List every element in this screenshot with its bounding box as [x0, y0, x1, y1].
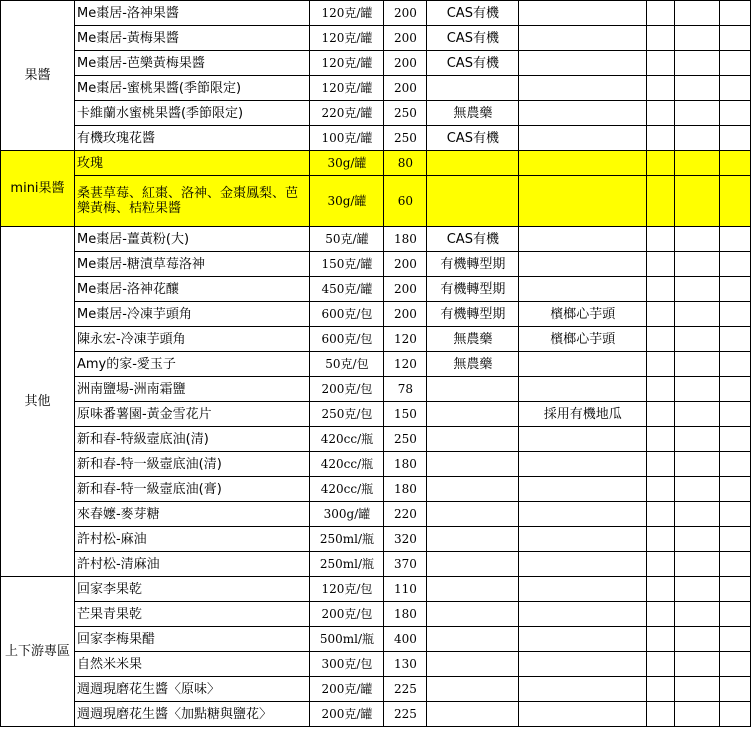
category-cell: mini果醬 — [1, 151, 75, 227]
note-cell — [519, 352, 647, 377]
table-row — [1, 702, 751, 727]
table-row — [1, 1, 751, 26]
note-cell — [519, 151, 647, 176]
certification-cell — [427, 602, 519, 627]
price-cell: 200 — [384, 76, 427, 101]
empty-cell — [675, 427, 720, 452]
empty-cell — [647, 1, 675, 26]
empty-cell — [647, 477, 675, 502]
product-name-cell: 新和春-特級壼底油(清) — [74, 427, 309, 452]
certification-cell — [427, 502, 519, 527]
certification-cell — [427, 677, 519, 702]
empty-cell — [720, 126, 751, 151]
note-cell — [519, 527, 647, 552]
empty-cell — [675, 1, 720, 26]
product-name-cell: 原味番薯園-黃金雪花片 — [74, 402, 309, 427]
certification-cell: CAS有機 — [427, 227, 519, 252]
certification-cell: 無農藥 — [427, 327, 519, 352]
note-cell — [519, 26, 647, 51]
price-cell: 250 — [384, 427, 427, 452]
certification-cell — [427, 176, 519, 227]
unit-cell: 150克/罐 — [310, 252, 384, 277]
empty-cell — [647, 652, 675, 677]
note-cell — [519, 252, 647, 277]
unit-cell: 100克/罐 — [310, 126, 384, 151]
certification-cell: 有機轉型期 — [427, 252, 519, 277]
unit-cell: 250克/包 — [310, 402, 384, 427]
certification-cell — [427, 652, 519, 677]
note-cell — [519, 677, 647, 702]
empty-cell — [675, 176, 720, 227]
unit-cell: 200克/包 — [310, 377, 384, 402]
empty-cell — [647, 377, 675, 402]
price-cell: 180 — [384, 602, 427, 627]
product-name-cell: 陳永宏-冷凍芋頭角 — [74, 327, 309, 352]
unit-cell: 420cc/瓶 — [310, 477, 384, 502]
certification-cell — [427, 627, 519, 652]
note-cell — [519, 627, 647, 652]
empty-cell — [647, 51, 675, 76]
table-row — [1, 176, 751, 227]
price-cell: 200 — [384, 302, 427, 327]
unit-cell: 30g/罐 — [310, 151, 384, 176]
empty-cell — [720, 452, 751, 477]
table-row — [1, 302, 751, 327]
table-row — [1, 151, 751, 176]
empty-cell — [720, 302, 751, 327]
certification-cell: CAS有機 — [427, 26, 519, 51]
table-row — [1, 26, 751, 51]
note-cell: 檳榔心芋頭 — [519, 327, 647, 352]
table-body — [1, 1, 751, 727]
note-cell — [519, 101, 647, 126]
unit-cell: 120克/罐 — [310, 76, 384, 101]
table-row — [1, 477, 751, 502]
certification-cell — [427, 577, 519, 602]
empty-cell — [675, 627, 720, 652]
price-cell: 320 — [384, 527, 427, 552]
empty-cell — [720, 327, 751, 352]
note-cell — [519, 76, 647, 101]
empty-cell — [720, 277, 751, 302]
empty-cell — [647, 126, 675, 151]
unit-cell: 500ml/瓶 — [310, 627, 384, 652]
certification-cell: CAS有機 — [427, 126, 519, 151]
product-name-cell: 週週現磨花生醬〈加點糖與鹽花〉 — [74, 702, 309, 727]
product-name-cell: Me棗居-糖漬草莓洛神 — [74, 252, 309, 277]
note-cell — [519, 602, 647, 627]
product-name-cell: 新和春-特一級壼底油(清) — [74, 452, 309, 477]
empty-cell — [720, 176, 751, 227]
empty-cell — [647, 26, 675, 51]
empty-cell — [720, 76, 751, 101]
empty-cell — [647, 577, 675, 602]
certification-cell — [427, 552, 519, 577]
price-cell: 200 — [384, 252, 427, 277]
empty-cell — [720, 527, 751, 552]
unit-cell: 600克/包 — [310, 302, 384, 327]
table-row — [1, 427, 751, 452]
product-name-cell: Me棗居-薑黃粉(大) — [74, 227, 309, 252]
empty-cell — [647, 252, 675, 277]
empty-cell — [675, 302, 720, 327]
empty-cell — [647, 402, 675, 427]
table-row — [1, 277, 751, 302]
table-row — [1, 352, 751, 377]
empty-cell — [720, 552, 751, 577]
table-row — [1, 527, 751, 552]
unit-cell: 220克/罐 — [310, 101, 384, 126]
empty-cell — [720, 577, 751, 602]
empty-cell — [647, 302, 675, 327]
empty-cell — [720, 627, 751, 652]
empty-cell — [675, 602, 720, 627]
empty-cell — [720, 502, 751, 527]
note-cell — [519, 702, 647, 727]
product-name-cell: Me棗居-蜜桃果醬(季節限定) — [74, 76, 309, 101]
empty-cell — [647, 627, 675, 652]
price-cell: 200 — [384, 26, 427, 51]
price-cell: 400 — [384, 627, 427, 652]
unit-cell: 450克/罐 — [310, 277, 384, 302]
certification-cell — [427, 477, 519, 502]
empty-cell — [720, 252, 751, 277]
empty-cell — [720, 101, 751, 126]
empty-cell — [647, 527, 675, 552]
empty-cell — [675, 126, 720, 151]
empty-cell — [720, 377, 751, 402]
unit-cell: 250ml/瓶 — [310, 527, 384, 552]
product-name-cell: Me棗居-冷凍芋頭角 — [74, 302, 309, 327]
table-row — [1, 602, 751, 627]
note-cell — [519, 502, 647, 527]
price-cell: 78 — [384, 377, 427, 402]
empty-cell — [675, 477, 720, 502]
table-row — [1, 377, 751, 402]
table-row — [1, 552, 751, 577]
unit-cell: 250ml/瓶 — [310, 552, 384, 577]
empty-cell — [647, 702, 675, 727]
certification-cell — [427, 427, 519, 452]
empty-cell — [647, 552, 675, 577]
price-cell: 150 — [384, 402, 427, 427]
note-cell — [519, 577, 647, 602]
price-cell: 80 — [384, 151, 427, 176]
certification-cell — [427, 377, 519, 402]
category-cell: 其他 — [1, 227, 75, 577]
note-cell — [519, 552, 647, 577]
product-name-cell: Me棗居-芭樂黃梅果醬 — [74, 51, 309, 76]
note-cell — [519, 652, 647, 677]
empty-cell — [675, 101, 720, 126]
empty-cell — [647, 227, 675, 252]
product-name-cell: 新和春-特一級壼底油(膏) — [74, 477, 309, 502]
unit-cell: 420cc/瓶 — [310, 452, 384, 477]
unit-cell: 120克/罐 — [310, 51, 384, 76]
price-cell: 225 — [384, 677, 427, 702]
certification-cell: CAS有機 — [427, 1, 519, 26]
table-row — [1, 101, 751, 126]
price-cell: 180 — [384, 477, 427, 502]
category-cell: 上下游專區 — [1, 577, 75, 727]
empty-cell — [720, 427, 751, 452]
product-name-cell: 有機玫瑰花醬 — [74, 126, 309, 151]
note-cell — [519, 1, 647, 26]
empty-cell — [720, 227, 751, 252]
note-cell — [519, 227, 647, 252]
product-name-cell: 回家李梅果醋 — [74, 627, 309, 652]
empty-cell — [675, 352, 720, 377]
empty-cell — [675, 527, 720, 552]
empty-cell — [720, 702, 751, 727]
table-row — [1, 252, 751, 277]
note-cell: 檳榔心芋頭 — [519, 302, 647, 327]
unit-cell: 200克/罐 — [310, 702, 384, 727]
table-row — [1, 652, 751, 677]
empty-cell — [720, 51, 751, 76]
table-row — [1, 452, 751, 477]
unit-cell: 420cc/瓶 — [310, 427, 384, 452]
table-row — [1, 227, 751, 252]
price-cell: 120 — [384, 352, 427, 377]
table-row — [1, 327, 751, 352]
empty-cell — [720, 26, 751, 51]
note-cell: 採用有機地瓜 — [519, 402, 647, 427]
product-name-cell: Me棗居-黃梅果醬 — [74, 26, 309, 51]
unit-cell: 50克/包 — [310, 352, 384, 377]
note-cell — [519, 427, 647, 452]
empty-cell — [675, 26, 720, 51]
unit-cell: 50克/罐 — [310, 227, 384, 252]
empty-cell — [720, 402, 751, 427]
certification-cell — [427, 402, 519, 427]
empty-cell — [675, 402, 720, 427]
empty-cell — [675, 502, 720, 527]
price-cell: 225 — [384, 702, 427, 727]
price-cell: 130 — [384, 652, 427, 677]
empty-cell — [720, 151, 751, 176]
empty-cell — [675, 552, 720, 577]
empty-cell — [647, 502, 675, 527]
empty-cell — [720, 477, 751, 502]
empty-cell — [675, 227, 720, 252]
note-cell — [519, 452, 647, 477]
empty-cell — [675, 277, 720, 302]
empty-cell — [720, 1, 751, 26]
product-name-cell: 洲南鹽場-洲南霜鹽 — [74, 377, 309, 402]
table-row — [1, 677, 751, 702]
empty-cell — [647, 176, 675, 227]
product-name-cell: Amy的家-愛玉子 — [74, 352, 309, 377]
product-name-cell: Me棗居-洛神花釀 — [74, 277, 309, 302]
table-row — [1, 126, 751, 151]
certification-cell — [427, 151, 519, 176]
certification-cell: 有機轉型期 — [427, 302, 519, 327]
price-cell: 200 — [384, 277, 427, 302]
empty-cell — [647, 151, 675, 176]
unit-cell: 300克/包 — [310, 652, 384, 677]
product-name-cell: 卡維蘭水蜜桃果醬(季節限定) — [74, 101, 309, 126]
empty-cell — [675, 452, 720, 477]
product-name-cell: 芒果青果乾 — [74, 602, 309, 627]
unit-cell: 120克/罐 — [310, 26, 384, 51]
product-name-cell: 許村松-清麻油 — [74, 552, 309, 577]
price-cell: 370 — [384, 552, 427, 577]
price-cell: 220 — [384, 502, 427, 527]
certification-cell: 無農藥 — [427, 352, 519, 377]
price-cell: 250 — [384, 101, 427, 126]
certification-cell: 無農藥 — [427, 101, 519, 126]
price-cell: 200 — [384, 1, 427, 26]
unit-cell: 300g/罐 — [310, 502, 384, 527]
empty-cell — [647, 427, 675, 452]
empty-cell — [675, 151, 720, 176]
empty-cell — [675, 51, 720, 76]
empty-cell — [647, 677, 675, 702]
product-name-cell: 週週現磨花生醬〈原味〉 — [74, 677, 309, 702]
table-row — [1, 627, 751, 652]
certification-cell — [427, 702, 519, 727]
note-cell — [519, 51, 647, 76]
product-name-cell: Me棗居-洛神果醬 — [74, 1, 309, 26]
note-cell — [519, 477, 647, 502]
unit-cell: 200克/包 — [310, 602, 384, 627]
price-cell: 110 — [384, 577, 427, 602]
certification-cell: CAS有機 — [427, 51, 519, 76]
empty-cell — [675, 577, 720, 602]
empty-cell — [675, 677, 720, 702]
product-name-cell: 玫瑰 — [74, 151, 309, 176]
price-cell: 250 — [384, 126, 427, 151]
unit-cell: 200克/罐 — [310, 677, 384, 702]
table-row — [1, 577, 751, 602]
empty-cell — [720, 352, 751, 377]
unit-cell: 30g/罐 — [310, 176, 384, 227]
empty-cell — [720, 677, 751, 702]
certification-cell — [427, 527, 519, 552]
unit-cell: 120克/罐 — [310, 1, 384, 26]
note-cell — [519, 377, 647, 402]
unit-cell: 120克/包 — [310, 577, 384, 602]
empty-cell — [647, 602, 675, 627]
price-cell: 180 — [384, 452, 427, 477]
empty-cell — [647, 277, 675, 302]
empty-cell — [675, 702, 720, 727]
empty-cell — [720, 652, 751, 677]
certification-cell — [427, 452, 519, 477]
price-cell: 120 — [384, 327, 427, 352]
price-cell: 200 — [384, 51, 427, 76]
empty-cell — [675, 327, 720, 352]
certification-cell — [427, 76, 519, 101]
table-row — [1, 402, 751, 427]
price-cell: 180 — [384, 227, 427, 252]
table-row — [1, 76, 751, 101]
note-cell — [519, 176, 647, 227]
product-name-cell: 許村松-麻油 — [74, 527, 309, 552]
table-row — [1, 502, 751, 527]
empty-cell — [675, 377, 720, 402]
product-name-cell: 自然米米果 — [74, 652, 309, 677]
empty-cell — [675, 652, 720, 677]
unit-cell: 600克/包 — [310, 327, 384, 352]
empty-cell — [647, 452, 675, 477]
empty-cell — [647, 327, 675, 352]
note-cell — [519, 126, 647, 151]
empty-cell — [720, 602, 751, 627]
certification-cell: 有機轉型期 — [427, 277, 519, 302]
table-row — [1, 51, 751, 76]
note-cell — [519, 277, 647, 302]
category-cell: 果醬 — [1, 1, 75, 151]
product-name-cell: 桑葚草莓、紅棗、洛神、金棗鳳梨、芭樂黃梅、桔粒果醬 — [74, 176, 309, 227]
empty-cell — [647, 352, 675, 377]
product-name-cell: 回家李果乾 — [74, 577, 309, 602]
empty-cell — [675, 252, 720, 277]
empty-cell — [647, 76, 675, 101]
product-name-cell: 來春嬤-麥芽糖 — [74, 502, 309, 527]
empty-cell — [647, 101, 675, 126]
price-cell: 60 — [384, 176, 427, 227]
empty-cell — [675, 76, 720, 101]
